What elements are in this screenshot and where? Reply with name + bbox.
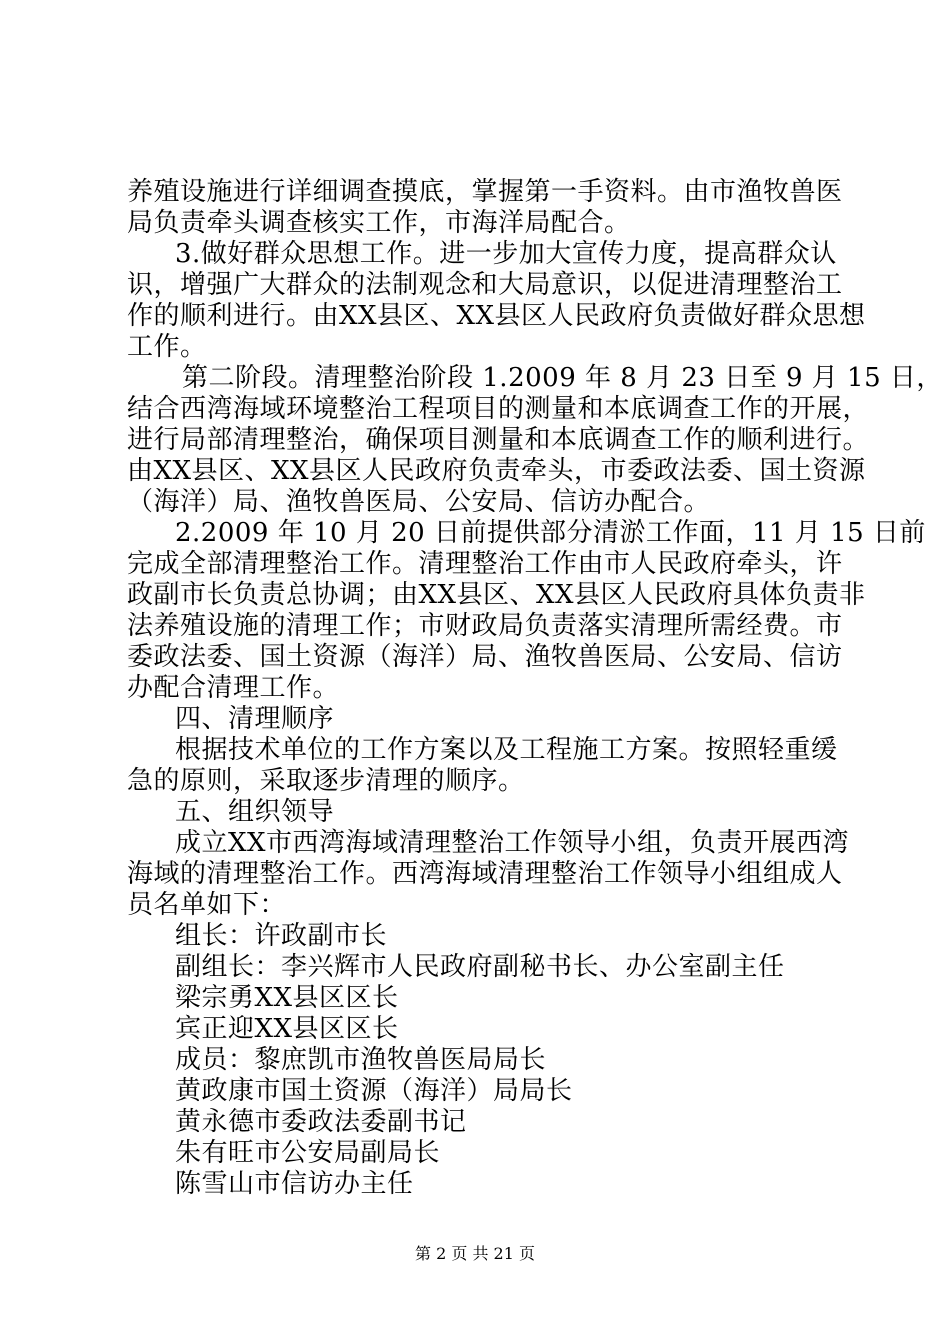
text-line: 海域的清理整治工作。西湾海域清理整治工作领导小组组成人 [127, 859, 843, 889]
text-line: 由XX县区、XX县区人民政府负责牵头，市委政法委、国土资源 [127, 456, 866, 486]
member-line: 组长：许政副市长 [175, 921, 388, 951]
text-line: 2.2009 年 10 月 20 日前提供部分清淤工作面，11 月 15 日前 [175, 518, 926, 548]
section-heading: 四、清理顺序 [175, 704, 335, 734]
text-line: 政副市长负责总协调；由XX县区、XX县区人民政府具体负责非 [127, 580, 866, 610]
text-line: 工作。 [127, 332, 207, 362]
text-line: 法养殖设施的清理工作；市财政局负责落实清理所需经费。市 [127, 611, 843, 641]
member-line: 成员：黎庶凯市渔牧兽医局局长 [175, 1045, 547, 1075]
page-number: 第 2 页 共 21 页 [415, 1244, 535, 1263]
text-line: 完成全部清理整治工作。清理整治工作由市人民政府牵头，许 [127, 549, 843, 579]
text-line: 作的顺利进行。由XX县区、XX县区人民政府负责做好群众思想 [127, 301, 866, 331]
text-line: 根据技术单位的工作方案以及工程施工方案。按照轻重缓 [175, 735, 838, 765]
text-line: 成立XX市西湾海域清理整治工作领导小组，负责开展西湾 [175, 828, 850, 858]
section-heading: 五、组织领导 [175, 797, 335, 827]
member-line: 黄永德市委政法委副书记 [175, 1107, 467, 1137]
text-line: 急的原则，采取逐步清理的顺序。 [127, 766, 525, 796]
text-line: 第二阶段。清理整治阶段 1.2009 年 8 月 23 日至 9 月 15 日， [182, 363, 943, 393]
text-line: 委政法委、国土资源（海洋）局、渔牧兽医局、公安局、信访 [127, 642, 843, 672]
member-line: 宾正迎XX县区区长 [175, 1014, 399, 1044]
member-line: 朱有旺市公安局副局长 [175, 1138, 441, 1168]
member-line: 黄政康市国土资源（海洋）局局长 [175, 1076, 573, 1106]
text-line: 局负责牵头调查核实工作，市海洋局配合。 [127, 208, 631, 238]
member-line: 陈雪山市信访办主任 [175, 1169, 414, 1199]
text-line: 养殖设施进行详细调查摸底，掌握第一手资料。由市渔牧兽医 [127, 177, 843, 207]
text-line: 结合西湾海域环境整治工程项目的测量和本底调查工作的开展， [127, 394, 870, 424]
text-line: 进行局部清理整治，确保项目测量和本底调查工作的顺利进行。 [127, 425, 870, 455]
text-line: 识，增强广大群众的法制观念和大局意识，以促进清理整治工 [127, 270, 843, 300]
text-line: 3.做好群众思想工作。进一步加大宣传力度，提高群众认 [175, 239, 837, 269]
text-line: 办配合清理工作。 [127, 673, 340, 703]
member-line: 副组长：李兴辉市人民政府副秘书长、办公室副主任 [175, 952, 785, 982]
member-line: 梁宗勇XX县区区长 [175, 983, 399, 1013]
text-line: （海洋）局、渔牧兽医局、公安局、信访办配合。 [127, 487, 711, 517]
text-line: 员名单如下： [127, 890, 287, 920]
